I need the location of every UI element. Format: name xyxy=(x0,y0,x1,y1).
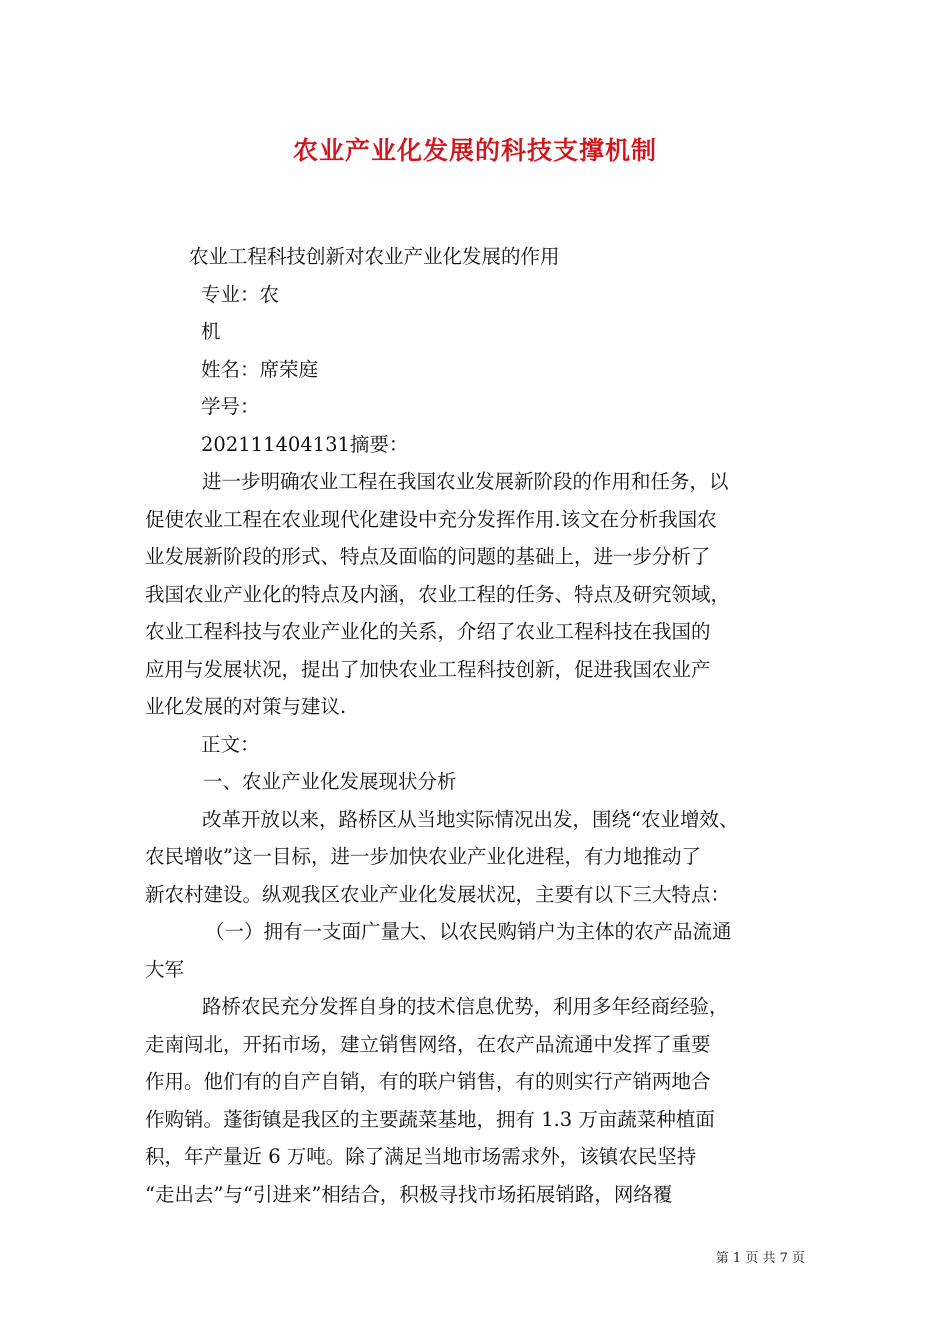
text-line: 改革开放以来，路桥区从当地实际情况出发，围绕“农业增效、 xyxy=(202,807,739,831)
text-line: “走出去”与“引进来”相结合，积极寻找市场拓展销路，网络覆 xyxy=(145,1182,673,1206)
text-line: 作购销。蓬街镇是我区的主要蔬菜基地，拥有 1.3 万亩蔬菜种植面 xyxy=(145,1107,715,1131)
page-title: 农业产业化发展的科技支撑机制 xyxy=(292,136,657,165)
text-line: 正文： xyxy=(201,732,260,756)
text-line: 路桥农民充分发挥自身的技术信息优势，利用多年经商经验， xyxy=(202,995,729,1018)
text-line: 我国农业产业化的特点及内涵，农业工程的任务、特点及研究领域， xyxy=(145,582,731,606)
text-line: 应用与发展状况，提出了加快农业工程科技创新，促进我国农业产 xyxy=(145,657,711,681)
text-line: 作用。他们有的自产自销，有的联户销售，有的则实行产销两地合 xyxy=(145,1070,711,1093)
text-line: 202111404131摘要： xyxy=(201,432,409,456)
text-line: 促使农业工程在农业现代化建设中充分发挥作用.该文在分析我国农 xyxy=(145,507,717,531)
text-line: 农业工程科技创新对农业产业化发展的作用 xyxy=(189,245,560,268)
text-line: 走南闯北，开拓市场，建立销售网络，在农产品流通中发挥了重要 xyxy=(145,1032,711,1056)
text-line: 学号： xyxy=(201,395,260,418)
subsection-heading: （一）拥有一支面广量大、以农民购销户为主体的农产品流通 xyxy=(205,920,732,943)
section-heading: 一、农业产业化发展现状分析 xyxy=(203,770,457,793)
text-line: 农业工程科技与农业产业化的关系，介绍了农业工程科技在我国的 xyxy=(145,620,711,643)
text-line: 业发展新阶段的形式、特点及面临的问题的基础上，进一步分析了 xyxy=(145,545,711,568)
text-line: 农民增收”这一目标，进一步加快农业产业化进程，有力地推动了 xyxy=(145,845,701,868)
page-indicator: 第 1 页 共 7 页 xyxy=(715,1251,805,1266)
text-line: 专业：农 xyxy=(201,282,280,306)
document-body xyxy=(145,238,810,1213)
text-line: 进一步明确农业工程在我国农业发展新阶段的作用和任务，以 xyxy=(202,470,729,493)
text-line: 业化发展的对策与建议. xyxy=(145,695,347,718)
text-line: 姓名：席荣庭 xyxy=(201,357,319,381)
text-line: 积，年产量近 6 万吨。除了满足当地市场需求外，该镇农民坚持 xyxy=(145,1145,697,1168)
text-line: 大军 xyxy=(145,957,185,981)
text-line: 新农村建设。纵观我区农业产业化发展状况，主要有以下三大特点： xyxy=(145,882,731,906)
text-line: 机 xyxy=(201,320,221,343)
